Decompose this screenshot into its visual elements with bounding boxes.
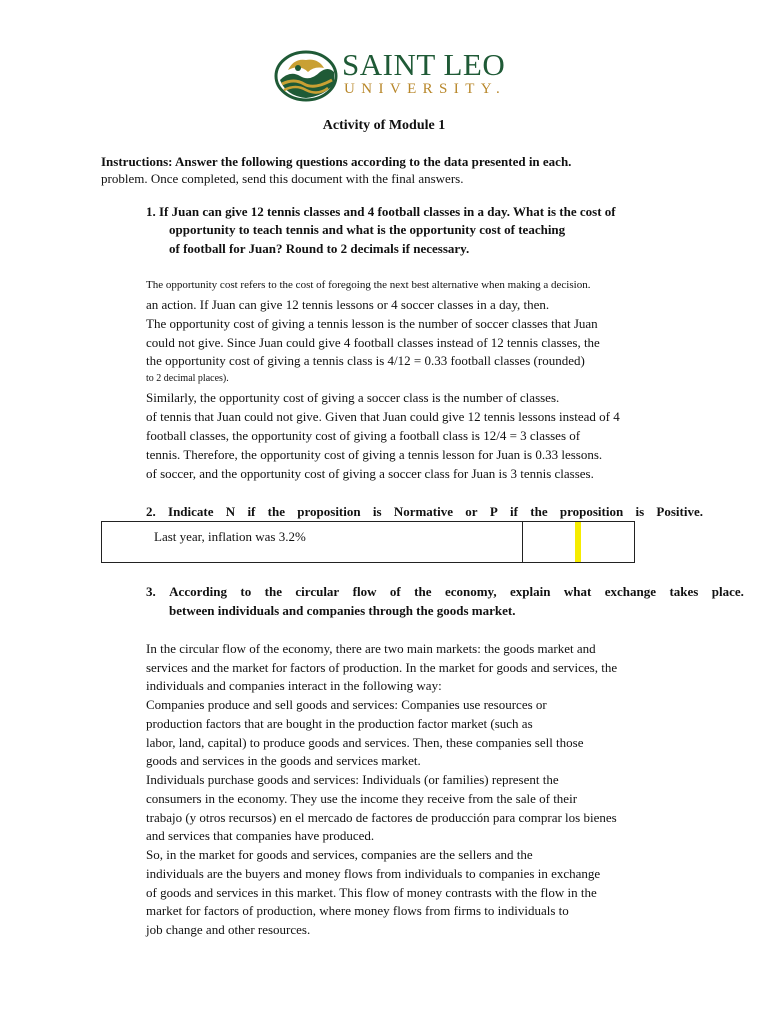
page-title: Activity of Module 1: [322, 118, 446, 133]
answer-3-line: individuals are the buyers and money flows from individuals to companies in exchange: [146, 866, 601, 881]
question-2-word: Indicate: [168, 504, 214, 519]
answer-3-line: Companies produce and sell goods and services: Companies use resources or: [146, 697, 547, 712]
proposition-statement: Last year, inflation was 3.2%: [154, 529, 306, 544]
answer-3-line: job change and other resources.: [146, 922, 311, 937]
answer-1-line: an action. If Juan can give 12 tennis lessons or 4 soccer classes in a day, then.: [146, 297, 550, 312]
answer-1-line: to 2 decimal places).: [146, 373, 229, 384]
question-3-word: 3.: [146, 584, 156, 599]
question-2-word: if: [247, 504, 256, 519]
question-1-line-2: opportunity to teach tennis and what is the opportunity cost of teaching: [169, 222, 566, 237]
proposition-cell: [102, 522, 523, 562]
question-2-word: Normative: [393, 504, 454, 519]
answer-3-line: In the circular flow of the economy, there are two main markets: the goods market and: [146, 641, 596, 656]
question-2-word: proposition: [559, 504, 624, 519]
lion-emblem-icon: [274, 50, 338, 102]
question-3-line-1: [146, 583, 744, 601]
question-3-word: flow: [352, 584, 377, 599]
answer-1-line: football classes, the opportunity cost of giving a football class is 12/4 = 3 classes of: [146, 428, 581, 443]
answer-1-line: could not give. Since Juan could give 4 football classes instead of 12 tennis classes, the: [146, 335, 600, 350]
question-3-word: of: [389, 584, 401, 599]
logo-wordmark-top: SAINT LEO: [342, 47, 506, 82]
question-3-word: to: [240, 584, 252, 599]
university-logo: [274, 47, 507, 102]
question-3-word: economy,: [444, 584, 497, 599]
question-3-word: circular: [295, 584, 340, 599]
answer-3-line: services and the market for factors of production. In the market for goods and services, the: [146, 660, 618, 675]
answer-1-line: of tennis that Juan could not give. Given that Juan could give 12 tennis lessons instead of 4: [146, 409, 620, 424]
question-2-word: N: [225, 504, 236, 519]
answer-1-line: tennis. Therefore, the opportunity cost of giving a tennis lesson for Juan is 0.33 lessons.: [146, 447, 603, 462]
answer-3-line: of goods and services in this market. This flow of money contrasts with the flow in the: [146, 885, 597, 900]
question-3-word: the: [414, 584, 432, 599]
instructions-line-1: Instructions: Answer the following questions according to the data presented in each.: [101, 154, 572, 169]
question-2-word: is: [372, 504, 382, 519]
question-2-word: P: [489, 504, 498, 519]
answer-3-line: production factors that are bought in the production factor market (such as: [146, 716, 533, 731]
logo-wordmark-bottom: UNIVERSITY.: [344, 81, 507, 97]
question-1-line-1: 1. If Juan can give 12 tennis classes and 4 football classes in a day. What is the cost of: [146, 204, 616, 219]
answer-1-line: the opportunity cost of giving a tennis class is 4/12 = 0.33 football classes (rounded): [146, 353, 585, 368]
answer-3-line: So, in the market for goods and services, companies are the sellers and the: [146, 847, 533, 862]
answer-3-line: goods and services in the goods and services market.: [146, 753, 421, 768]
question-3-word: what: [563, 584, 592, 599]
question-1-line-3: of football for Juan? Round to 2 decimals if necessary.: [169, 241, 470, 256]
question-3-word: place.: [711, 584, 744, 599]
question-2-word: if: [510, 504, 518, 519]
answer-3-line: and services that companies have produced.: [146, 828, 375, 843]
question-2-word: or: [465, 504, 478, 519]
answer-3-line: individuals and companies interact in the following way:: [146, 678, 442, 693]
answer-1-line: Similarly, the opportunity cost of giving a soccer class is the number of classes.: [146, 390, 560, 405]
answer-3-line: labor, land, capital) to produce goods and services. Then, these companies sell those: [146, 735, 584, 750]
answer-1-line: The opportunity cost refers to the cost of foregoing the next best alternative when making a decision.: [146, 279, 591, 291]
answer-cell[interactable]: [523, 522, 635, 562]
answer-1-line: The opportunity cost of giving a tennis lesson is the number of soccer classes that Juan: [146, 316, 598, 331]
question-3-word: the: [264, 584, 282, 599]
question-3-word: exchange: [604, 584, 657, 599]
question-2-word: is: [635, 504, 645, 519]
question-2-word: the: [530, 504, 548, 519]
answer-3-line: trabajo (y otros recursos) en el mercado de factores de producción para comprar los bienes: [146, 810, 617, 825]
answer-3-line: Individuals purchase goods and services: Individuals (or families) represent the: [146, 772, 559, 787]
answer-3-line: market for factors of production, where money flows from firms to individuals to: [146, 903, 569, 918]
question-2-word: 2.: [146, 504, 156, 519]
text-cursor-highlight: [575, 522, 581, 562]
question-2-word: Positive.: [656, 504, 703, 519]
question-2: [146, 503, 703, 521]
answer-3-line: consumers in the economy. They use the income they receive from the sale of their: [146, 791, 578, 806]
question-3-word: takes: [669, 584, 699, 599]
question-3-line-2: between individuals and companies through the goods market.: [169, 603, 516, 618]
question-2-word: proposition: [297, 504, 361, 519]
question-2-word: the: [267, 504, 285, 519]
question-3-word: According: [169, 584, 227, 599]
instructions-line-2: problem. Once completed, send this document with the final answers.: [101, 171, 464, 186]
answer-1-line: of soccer, and the opportunity cost of giving a soccer class for Juan is 3 tennis classes.: [146, 466, 594, 481]
proposition-table: [101, 521, 635, 563]
question-3-word: explain: [510, 584, 551, 599]
